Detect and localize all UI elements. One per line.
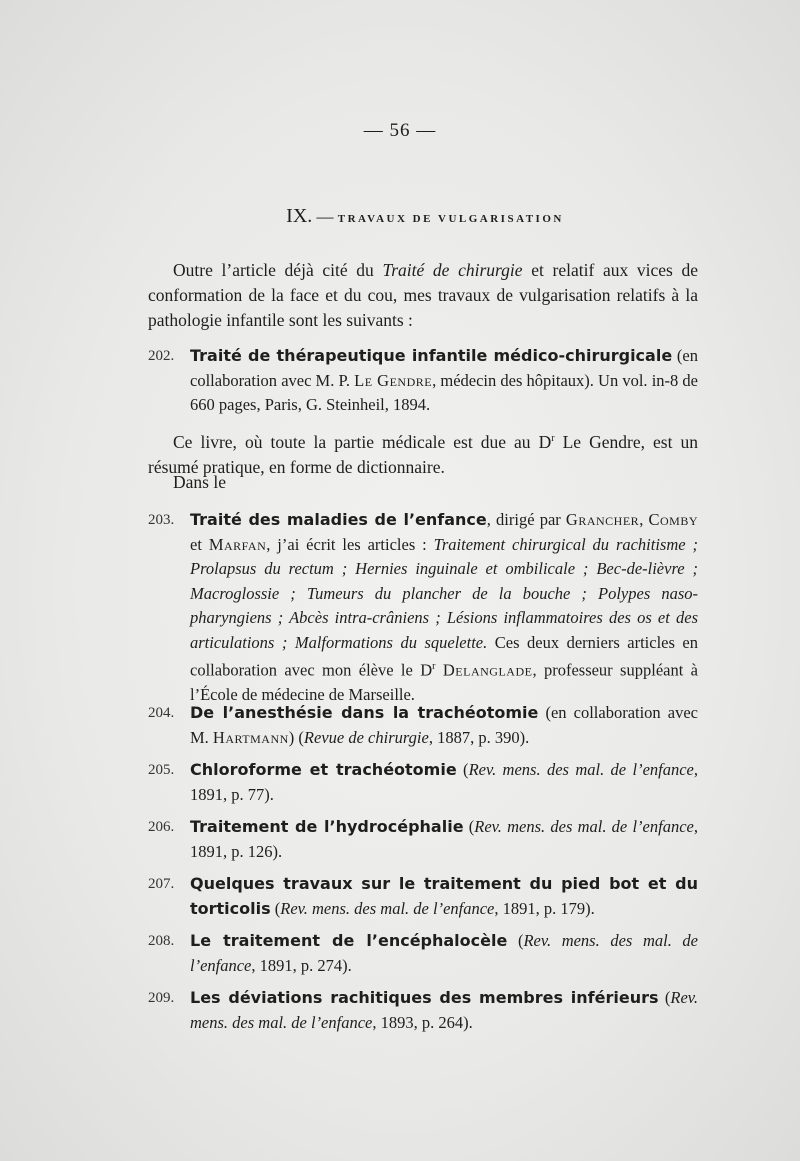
- page-number: — 56 —: [363, 120, 437, 141]
- entry-204: [148, 701, 698, 750]
- entry-text: , médecin des hôpitaux). Un vol. in-8 de 660 pages, Paris, G. Steinheil, 1894.: [190, 370, 698, 414]
- entry-text: (: [270, 898, 281, 918]
- entry-title: Le traitement de l’encéphalocèle: [190, 931, 508, 950]
- entry-text: , 1891, p. 77).: [190, 760, 699, 804]
- entry-title: Traitement de l’hydrocéphalie: [190, 817, 464, 836]
- entry-text: (: [463, 817, 475, 836]
- entry-text: , professeur suppléant à l’École de médecine de Marseille.: [190, 660, 698, 704]
- entry-body: [190, 815, 698, 864]
- entry-number: 202.: [148, 348, 175, 364]
- entry-text: ,: [639, 510, 649, 529]
- entry-text: ) (: [288, 727, 304, 747]
- entry-206: [148, 815, 698, 864]
- journal-name: Rev. mens. des mal. de l’enfance: [468, 760, 694, 779]
- entry-number: 207.: [148, 876, 175, 892]
- entry-text: (en collaboration avec M. P.: [190, 346, 698, 390]
- paragraph-text-pre: Ce livre, où toute la partie médicale est due au D: [173, 431, 552, 452]
- entry-text: , 1891, p. 179).: [494, 898, 595, 918]
- article-list: Traitement chirurgical du rachitisme ; Prolapsus du rectum ; Hernies inguinale et ombilicale ; Bec-de-lièvre ; Macroglossie ; Tumeurs du plancher de la bouche ; Polypes naso-pharyngiens ; Abcès intra-crâniens ; Lésions inflammatoires des os et des articulations ; Malformations du squelette.: [190, 534, 698, 652]
- entry-text: (: [456, 760, 469, 779]
- entry-title: Quelques travaux sur le traitement du pied bot et du torticolis: [190, 874, 698, 918]
- author-name: Le Gendre: [354, 370, 433, 390]
- journal-name: Rev. mens. des mal. de l’enfance: [190, 988, 698, 1032]
- paragraph-text-post: Le Gendre, est un résumé pratique, en forme de dictionnaire.: [148, 431, 698, 477]
- entry-text: , 1887, p. 390).: [428, 727, 530, 747]
- section-title: TRAVAUX DE VULGARISATION: [337, 213, 564, 225]
- entry-title: Les déviations rachitiques des membres inférieurs: [190, 988, 659, 1007]
- author-name: Marfan: [208, 534, 267, 554]
- journal-name: Rev. mens. des mal. de l’enfance: [474, 817, 694, 836]
- entry-208: [148, 929, 698, 978]
- entry-text: , 1891, p. 274).: [251, 955, 352, 975]
- superscript: r: [432, 661, 436, 672]
- entry-title: Traité de thérapeutique infantile médico-chirurgicale: [190, 346, 673, 365]
- entry-body: [190, 929, 698, 978]
- entry-text: , j’ai écrit les articles :: [266, 534, 434, 554]
- entry-text: (: [658, 988, 671, 1007]
- entry-number: 204.: [148, 705, 175, 721]
- journal-name: Rev. mens. des mal. de l’enfance: [190, 931, 699, 975]
- section-heading: [0, 205, 800, 228]
- entry-text: , 1893, p. 264).: [372, 1012, 473, 1032]
- entry-number: 209.: [148, 990, 175, 1006]
- intro-text-post: et relatif aux vices de conformation de la face et du cou, mes travaux de vulgarisation relatifs à la pathologie infantile sont les suivants :: [148, 260, 699, 330]
- entry-title: Chloroforme et trachéotomie: [190, 760, 457, 779]
- entry-body: [190, 758, 698, 807]
- intro-italic: Traité de chirurgie: [382, 260, 523, 280]
- entry-body: [190, 508, 698, 708]
- entry-text: , dirigé par: [486, 510, 566, 529]
- entry-body: [190, 701, 698, 750]
- paragraph-text: Dans le: [173, 472, 226, 492]
- entry-text: [435, 661, 442, 680]
- entry-body: [190, 344, 698, 418]
- entry-body: [190, 986, 698, 1035]
- section-number: IX.: [286, 205, 313, 227]
- entry-number: 205.: [148, 762, 175, 778]
- entry-text: , 1891, p. 126).: [190, 817, 698, 861]
- entry-text: (en collaboration avec M.: [190, 703, 699, 747]
- entry-title: Traité des maladies de l’enfance: [190, 510, 487, 529]
- author-name: Comby: [648, 510, 698, 529]
- entry-209: [148, 986, 698, 1035]
- journal-name: Rev. mens. des mal. de l’enfance: [280, 898, 495, 918]
- entry-number: 203.: [148, 512, 175, 528]
- entry-body: [190, 872, 698, 921]
- entry-205: [148, 758, 698, 807]
- author-name: Grancher: [565, 510, 640, 529]
- entry-202: [148, 344, 698, 418]
- entry-text: Ces deux derniers articles en collaboration avec mon élève le D: [190, 632, 698, 680]
- entry-number: 206.: [148, 819, 175, 835]
- intro-text-pre: Outre l’article déjà cité du: [173, 260, 383, 280]
- entry-207: [148, 872, 698, 921]
- entry-title: De l’anesthésie dans la trachéotomie: [190, 703, 539, 722]
- paragraph-dans-le: [148, 470, 698, 495]
- entry-text: (: [507, 931, 524, 950]
- author-name: Hartmann: [212, 727, 289, 747]
- entry-203: [148, 508, 698, 708]
- journal-name: Revue de chirurgie: [303, 727, 429, 747]
- author-name: Delanglade: [442, 660, 533, 680]
- entry-number: 208.: [148, 933, 175, 949]
- intro-paragraph: [148, 258, 698, 333]
- entry-text: et: [190, 534, 209, 554]
- section-dash: —: [316, 207, 334, 226]
- superscript: r: [551, 433, 555, 444]
